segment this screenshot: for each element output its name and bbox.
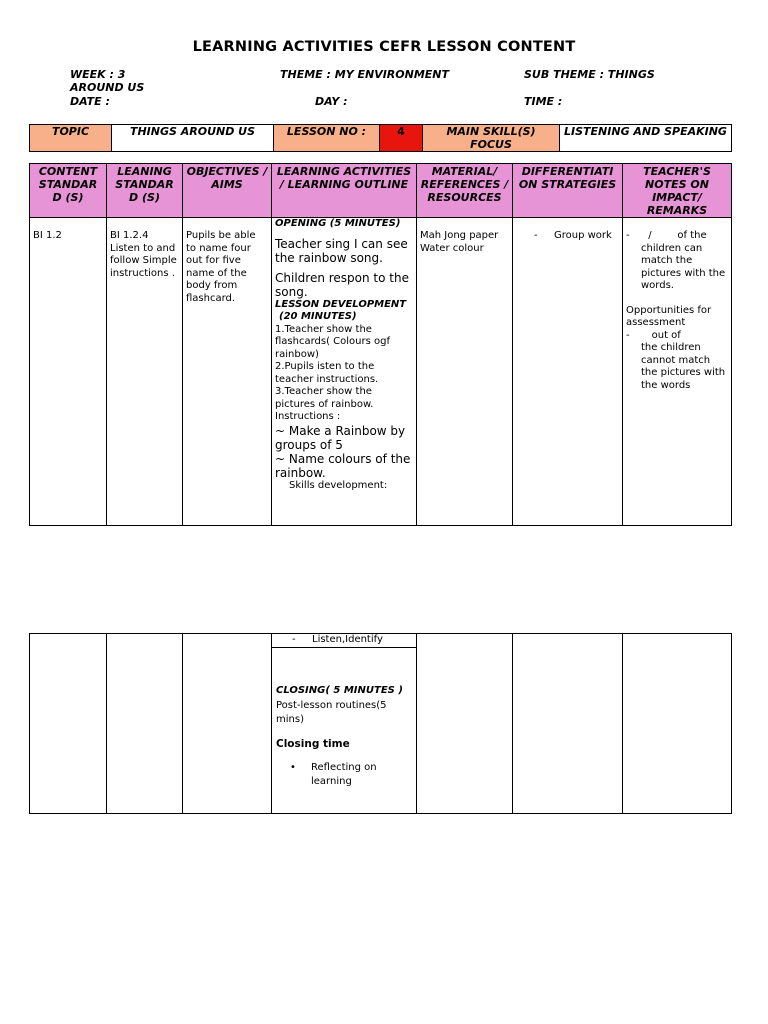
note-mark: /: [648, 230, 652, 241]
week-label: WEEK : 3: [70, 68, 126, 81]
reflecting-text: Reflecting on learning: [311, 762, 377, 787]
step-2: 2.Pupils isten to the teacher instructions.: [275, 361, 379, 385]
lesson-development-heading: LESSON DEVELOPMENT: [275, 298, 407, 310]
header-activities: LEARNING ACTIVITIES / LEARNING OUTLINE: [272, 164, 417, 218]
main-skill-value: LISTENING AND SPEAKING: [560, 125, 732, 152]
lesson-table: [29, 163, 732, 526]
around-us-label: AROUND US: [70, 81, 145, 94]
notes-cell: - / of the children can match the pictures with the words. Opportunities for assessment - out of the children cannot match the pictures with the words: [623, 218, 732, 526]
continuation-table: [29, 633, 732, 814]
header-content-standard: CONTENT STANDAR D (S): [30, 164, 107, 218]
material-item-2: Water colour: [420, 242, 484, 254]
instructions-label: Instructions :: [275, 411, 341, 422]
objectives-cell: Pupils be able to name four out for five name of the body from flashcard.: [183, 218, 272, 526]
differentiation-item: Group work: [554, 230, 612, 241]
date-label: DATE :: [70, 95, 110, 108]
topic-value: THINGS AROUND US: [112, 125, 274, 152]
lesson-no-label: LESSON NO :: [274, 125, 380, 152]
opening-heading: OPENING (5 MINUTES): [275, 218, 401, 229]
empty-cell: [623, 634, 732, 814]
step-3: 3.Teacher show the pictures of rainbow.: [275, 386, 374, 410]
reflecting-bullet: • Reflecting on learning: [276, 761, 413, 789]
header-notes: TEACHER'S NOTES ON IMPACT/ REMARKS: [623, 164, 732, 218]
sub-theme-label: SUB THEME : THINGS: [524, 68, 655, 81]
document-title: LEARNING ACTIVITIES CEFR LESSON CONTENT: [192, 39, 576, 55]
children-respon-text: Children respon to the song.: [275, 270, 409, 299]
note-1-rest: children can match the pictures with the words.: [641, 242, 726, 291]
skills-item: Listen,Identify: [312, 634, 383, 645]
header-learning-standard: LEANING STANDAR D (S): [107, 164, 183, 218]
empty-cell: [30, 634, 107, 814]
differentiation-cell: - Group work: [513, 218, 623, 526]
empty-cell: [417, 634, 513, 814]
note-2-head: out of: [651, 329, 681, 341]
material-item-1: Mah Jong paper: [420, 230, 499, 241]
time-label: TIME :: [524, 95, 563, 108]
header-objectives: OBJECTIVES / AIMS: [183, 164, 272, 218]
empty-cell: [183, 634, 272, 814]
activities-cell: [272, 218, 417, 526]
empty-cell: [513, 634, 623, 814]
material-cell: [417, 218, 513, 526]
instruction-1: ~ Make a Rainbow by groups of 5: [275, 423, 406, 452]
closing-time-label: Closing time: [276, 737, 350, 750]
topic-table: [29, 124, 732, 152]
step-1: 1.Teacher show the flashcards( Colours ogf rainbow): [275, 323, 390, 360]
theme-label: THEME : MY ENVIRONMENT: [280, 68, 450, 81]
content-standard-cell: BI 1.2: [30, 218, 107, 526]
opportunities-label: Opportunities for assessment: [626, 304, 712, 328]
header-row: [30, 164, 732, 218]
main-skill-label: MAIN SKILL(S) FOCUS: [423, 125, 560, 152]
closing-heading: CLOSING( 5 MINUTES ): [276, 685, 403, 696]
header-material: MATERIAL/ REFERENCES / RESOURCES: [417, 164, 513, 218]
day-label: DAY :: [315, 95, 348, 108]
table-row: [30, 218, 732, 526]
header-differentiation: DIFFERENTIATI ON STRATEGIES: [513, 164, 623, 218]
skills-development-label: Skills development:: [289, 479, 388, 491]
post-lesson-text: Post-lesson routines(5 mins): [276, 699, 387, 725]
instruction-2: ~ Name colours of the rainbow.: [275, 451, 411, 480]
lesson-development-time: (20 MINUTES): [279, 311, 357, 322]
learning-standard-cell: BI 1.2.4 Listen to and follow Simple instructions .: [107, 218, 183, 526]
empty-cell: [107, 634, 183, 814]
note-2-rest: the children cannot match the pictures with the words: [641, 342, 726, 391]
closing-cell: - Listen,Identify CLOSING( 5 MINUTES ) Post-lesson routines(5 mins) Closing time • Reflecting on learning: [272, 634, 417, 814]
topic-label: TOPIC: [30, 125, 112, 152]
note-tail: of the: [677, 230, 707, 241]
table-row: [30, 634, 732, 814]
teacher-sing-text: Teacher sing I can see the rainbow song.: [275, 236, 408, 265]
lesson-no-value: 4: [380, 125, 423, 152]
